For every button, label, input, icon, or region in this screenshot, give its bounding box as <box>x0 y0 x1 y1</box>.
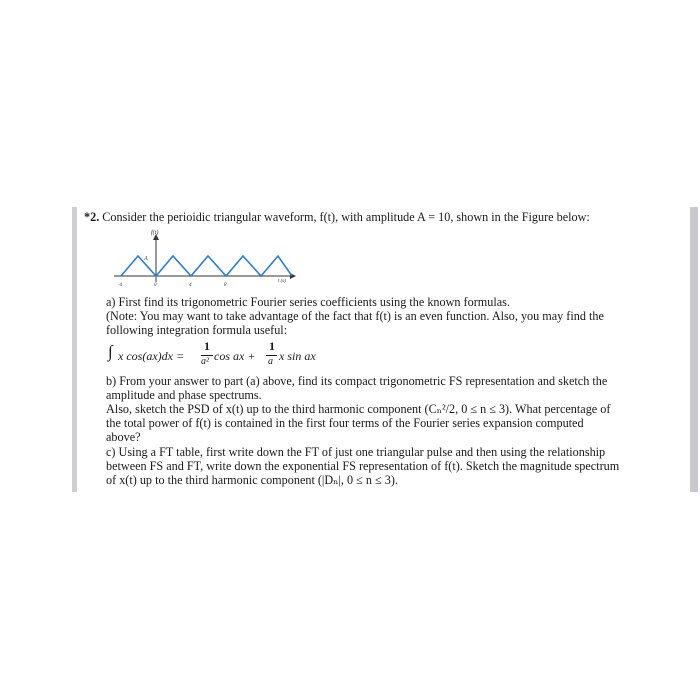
scan-margin-right <box>690 207 698 492</box>
problem-heading <box>84 210 590 224</box>
fraction-1-numerator: 1 <box>204 338 210 353</box>
waveform-figure <box>104 228 304 293</box>
y-axis-label: f(t) <box>151 230 159 236</box>
tick-label: -4 <box>118 283 123 288</box>
part-b-text: b) From your answer to part (a) above, find its compact trigonometric FS representation and sketch the amplitude and phase spectrums. <box>106 373 608 402</box>
problem-body <box>106 295 620 487</box>
tick-label: 8 <box>224 283 227 288</box>
fraction-2-denominator: a <box>268 355 273 367</box>
formula-term-1: cos ax + <box>214 348 256 363</box>
problem-number: *2. <box>84 210 100 224</box>
part-c-text: c) Using a FT table, first write down the FT of just one triangular pulse and then using the relationship between FS and FT, write down the exponential FS representation of f(t). Sketch the magnitude spectrum of x(t) up to the third harmonic component (|Dₙ|, 0 ≤ n ≤ 3). <box>106 444 620 488</box>
part-a-note: (Note: You may want to take advantage of the fact that f(t) is an even function. Also, you may find the following integration formula useful: <box>106 309 604 338</box>
x-axis-label: t (s) <box>278 279 286 284</box>
scan-margin-left <box>72 207 77 492</box>
part-a-text: a) First find its trigonometric Fourier series coefficients using the known formulas. <box>106 295 510 309</box>
tick-label: 4 <box>189 283 192 288</box>
formula-integrand: x cos(ax)dx = <box>118 348 185 363</box>
integration-formula <box>106 338 620 368</box>
waveform-svg <box>104 228 304 290</box>
amplitude-label: A <box>144 256 148 262</box>
formula-term-2: x sin ax <box>279 348 316 363</box>
problem-intro: Consider the perioidic triangular waveform, f(t), with amplitude A = 10, shown in the Figure below: <box>102 210 590 224</box>
integral-sign: ∫ <box>108 341 113 361</box>
fraction-2-numerator: 1 <box>269 338 275 353</box>
fraction-1-denominator: a² <box>201 355 209 367</box>
tick-label: 0 <box>154 283 157 288</box>
part-b-psd: Also, sketch the PSD of x(t) up to the third harmonic component (Cₙ²/2, 0 ≤ n ≤ 3). What percentage of the total power of f(t) is contained in the first four terms of the Fourier series expansion computed above? <box>106 402 611 445</box>
